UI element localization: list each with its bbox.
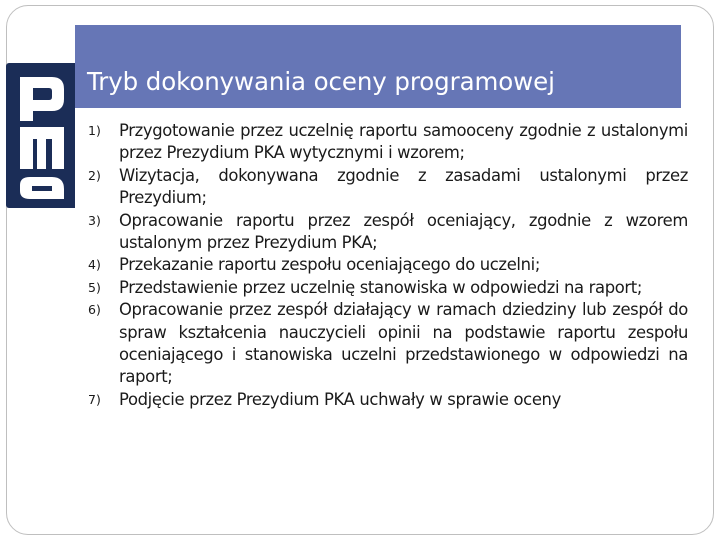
list-item-number: 1) [88, 123, 101, 138]
list-item-text: Opracowanie przez zespół działający w ramach dziedziny lub zespół do spraw kształcenia nauczycieli opinii na podstawie raportu zespołu oceniającego i stanowiska uczelni przedstawionego w odpowiedzi na raport; [119, 300, 688, 387]
procedure-list [88, 120, 688, 411]
list-item-number: 6) [88, 302, 101, 318]
pka-logo [6, 63, 75, 208]
list-item-number: 3) [88, 212, 101, 228]
list-item-text: Wizytacja, dokonywana zgodnie z zasadami ustalonymi przez Prezydium; [119, 165, 688, 208]
list-item-text: Przygotowanie przez uczelnię raportu samooceny zgodnie z ustalonymi przez Prezydium PKA wytycznymi i wzorem; [119, 121, 688, 163]
list-item [88, 165, 688, 210]
list-item-number: 2) [88, 167, 101, 183]
list-item [88, 299, 688, 389]
list-item [88, 210, 688, 255]
list-item-text: Przekazanie raportu zespołu oceniającego do uczelni; [119, 255, 541, 275]
list-item [88, 254, 688, 276]
list-item-number: 7) [88, 391, 101, 407]
list-item-text: Przedstawienie przez uczelnię stanowiska w odpowiedzi na raport; [119, 277, 643, 297]
list-item-number: 5) [88, 279, 101, 295]
list-item [88, 277, 688, 299]
list-item [88, 389, 688, 411]
page-title: Tryb dokonywania oceny programowej [87, 67, 555, 96]
list-item-text: Podjęcie przez Prezydium PKA uchwały w sprawie oceny [119, 389, 561, 409]
list-item-text: Opracowanie raportu przez zespół oceniający, zgodnie z wzorem ustalonym przez Prezydium PKA; [119, 210, 688, 253]
pka-logo-icon [6, 63, 75, 208]
list-item [88, 120, 688, 165]
title-bar [75, 25, 681, 108]
list-item-number: 4) [88, 257, 101, 273]
